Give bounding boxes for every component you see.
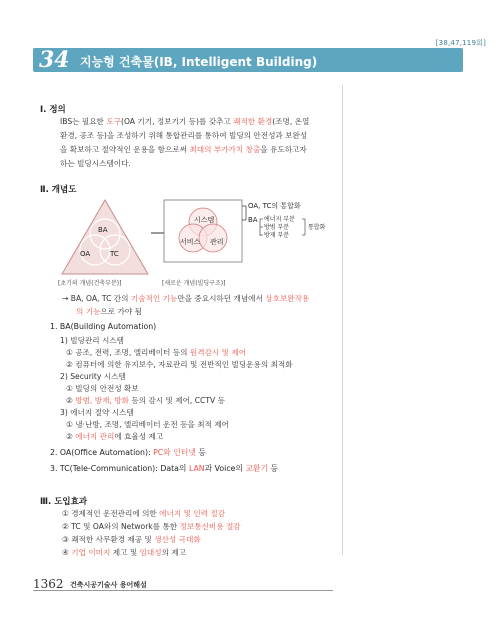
highlight-text: 생산성 극대화 — [154, 535, 201, 544]
text: (조명, 온열 — [272, 117, 310, 126]
text: 에 효율성 제고 — [114, 432, 164, 441]
label-management: 관리 — [210, 238, 224, 246]
label-oatc: OA, TC의 통합화 — [248, 202, 301, 210]
title-bar — [33, 48, 463, 72]
text: ① 경제적인 운전관리에 의한 — [62, 509, 160, 518]
item-ba-3b — [66, 431, 163, 443]
item-ba-1a — [66, 347, 246, 359]
item-tc — [50, 463, 278, 474]
text: 을 유도하고자 — [260, 145, 307, 154]
text: 만을 중요시하던 개념에서 — [177, 294, 266, 303]
footer-rule — [33, 590, 333, 591]
text: 등 — [268, 464, 279, 473]
label-disaster: 방재 부분 — [264, 232, 290, 239]
text: 제고 및 — [110, 548, 140, 557]
text: 을 확보하고 절약적인 운용을 함으로써 — [60, 145, 190, 154]
highlight-text: 방범, 방재, 방화 — [75, 396, 129, 405]
label-unify: 통합화 — [308, 224, 326, 231]
section-definition-heading: Ⅰ. 정의 — [40, 105, 66, 115]
highlight-text: 기업 이미지 — [71, 548, 111, 557]
text: 2. OA(Office Automation): — [50, 448, 154, 457]
highlight-text: PC와 인터넷 — [153, 448, 196, 457]
highlight-text: 원격감시 및 제어 — [189, 348, 247, 357]
highlight-text: 에너지 관리 — [75, 432, 115, 441]
item-ba-2b — [66, 395, 225, 407]
highlight-text: 임대성 — [139, 548, 162, 557]
item-ba-2a: ① 빌딩의 안전성 확보 — [66, 384, 139, 393]
highlight-text: 교환기 — [245, 464, 269, 473]
topic-number: 34 — [39, 47, 70, 73]
text: ② — [66, 396, 76, 405]
highlight-text: 의 기능 — [76, 307, 101, 316]
exam-round-tag: [38,47,119회] — [435, 39, 486, 47]
early-concept-diagram — [60, 198, 150, 278]
highlight-text: 정보통신비용 절감 — [179, 522, 241, 531]
section-concept-heading: Ⅱ. 개념도 — [40, 185, 77, 195]
text: ④ — [62, 548, 72, 557]
concept-note — [62, 293, 309, 305]
text: → BA, OA, TC 간의 — [62, 294, 131, 303]
label-service: 서비스 — [180, 238, 201, 246]
item-ba-1: 1) 빌딩관리 시스템 — [60, 336, 124, 345]
text: 으로 가야 됨 — [100, 307, 142, 316]
text: 등 — [195, 448, 206, 457]
item-oa — [50, 447, 206, 458]
item-ba-1b: ② 컴퓨터에 의한 유지보수, 자료관리 및 전반적인 빌딩운용의 최적화 — [66, 360, 293, 369]
label-ba: BA — [98, 226, 108, 234]
highlight-text: 도구 — [106, 117, 121, 126]
highlight-text: 에너지 및 인력 절감 — [159, 509, 226, 518]
highlight-text: 최대의 부가가치 창출 — [189, 145, 261, 154]
concept-note-cont — [76, 306, 142, 318]
text: IBS는 필요한 — [60, 117, 107, 126]
highlight-text: 쾌적한 환경 — [233, 117, 273, 126]
label-tc: TC — [110, 250, 119, 258]
caption-new: [새로운 개념(빌딩구조)] — [162, 280, 226, 287]
effect-3 — [62, 534, 201, 546]
effect-2 — [62, 521, 241, 533]
label-crime: 방범 부분 — [264, 224, 290, 231]
text: 의 제고 — [161, 548, 187, 557]
effect-1 — [62, 508, 225, 520]
item-ba: 1. BA(Building Automation) — [50, 322, 157, 331]
text: 환경, 공조 등)을 조성하기 위해 통합관리를 통하여 빌딩의 안전성과 보완성 — [60, 131, 308, 140]
highlight-text: 기술적인 기능 — [130, 294, 178, 303]
item-ba-2: 2) Security 시스템 — [60, 372, 126, 381]
text: 3. TC(Tele-Communication): Data의 — [50, 464, 189, 473]
triangle-shape — [62, 200, 148, 274]
definition-paragraph — [60, 115, 345, 171]
highlight-text: 상호보완작용 — [265, 294, 310, 303]
text: 하는 빌딩시스템이다. — [60, 159, 131, 168]
page-number: 1362 — [33, 577, 64, 591]
section-effects-heading: Ⅲ. 도입효과 — [40, 497, 88, 507]
effect-4 — [62, 547, 186, 559]
new-concept-diagram — [162, 198, 342, 264]
book-title: 건축시공기술사 용어해설 — [70, 581, 147, 589]
caption-early: [초기의 개념(건축부분)] — [58, 280, 122, 287]
text: ③ 쾌적한 사무환경 제공 및 — [62, 535, 155, 544]
label-oa: OA — [80, 250, 91, 258]
highlight-text: LAN — [188, 464, 205, 473]
label-ba-right: BA — [248, 216, 258, 224]
text: ② — [66, 432, 76, 441]
text: 등의 감시 및 제어, CCTV 등 — [128, 396, 225, 405]
text: 과 Voice의 — [204, 464, 246, 473]
item-ba-3a: ① 냉·난방, 조명, 엘리베이터 운전 등을 최적 제어 — [66, 420, 229, 429]
text: ① 공조, 전력, 조명, 엘리베이터 등의 — [66, 348, 190, 357]
label-system: 시스템 — [194, 216, 215, 224]
label-energy: 에너지 부분 — [264, 216, 295, 223]
text: ② TC 및 OA와의 Network를 통한 — [62, 522, 180, 531]
text: (OA 기기, 정보기기 등)를 갖추고 — [120, 117, 234, 126]
item-ba-3: 3) 에너지 절약 시스템 — [60, 408, 134, 417]
page-title: 지능형 건축물(IB, Intelligent Building) — [80, 55, 318, 69]
